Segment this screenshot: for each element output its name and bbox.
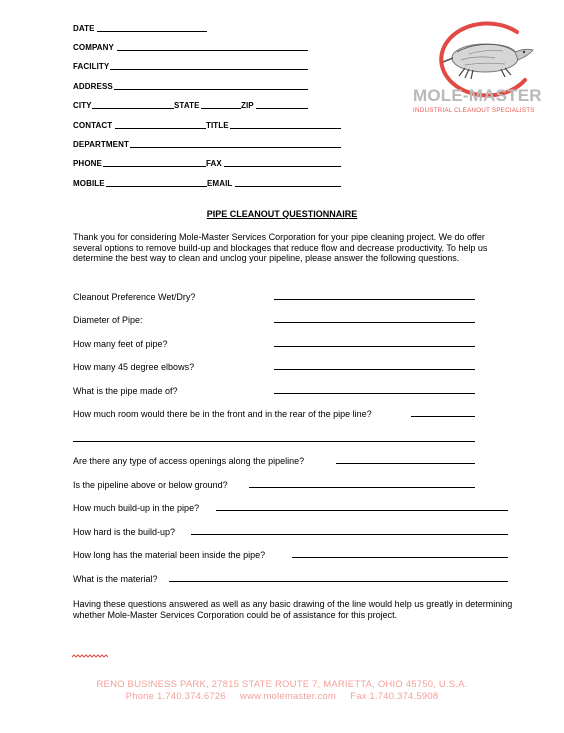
fax-field[interactable] bbox=[224, 166, 341, 167]
answer-field[interactable] bbox=[336, 463, 475, 464]
company-field[interactable] bbox=[117, 50, 308, 51]
question-label: How many 45 degree elbows? bbox=[73, 362, 195, 372]
email-field[interactable] bbox=[235, 186, 341, 187]
department-label: DEPARTMENT bbox=[73, 140, 129, 149]
contact-label: CONTACT bbox=[73, 121, 113, 130]
page-title-text: PIPE CLEANOUT QUESTIONNAIRE bbox=[206, 209, 358, 219]
answer-field[interactable] bbox=[216, 510, 508, 511]
answer-field[interactable] bbox=[274, 393, 475, 394]
fax-label: FAX bbox=[206, 159, 222, 168]
address-label: ADDRESS bbox=[73, 82, 113, 91]
question-label: Diameter of Pipe: bbox=[73, 315, 143, 325]
page-title bbox=[0, 209, 564, 219]
answer-field[interactable] bbox=[292, 557, 508, 558]
answer-field[interactable] bbox=[274, 299, 475, 300]
city-field[interactable] bbox=[92, 108, 174, 109]
question-label: Is the pipeline above or below ground? bbox=[73, 480, 228, 490]
question-label: How many feet of pipe? bbox=[73, 339, 168, 349]
date-label: DATE bbox=[73, 24, 95, 33]
question-label: What is the material? bbox=[73, 574, 158, 584]
company-logo bbox=[405, 18, 550, 120]
answer-field[interactable] bbox=[169, 581, 508, 582]
squiggle-mark-icon bbox=[72, 654, 108, 660]
intro-paragraph: Thank you for considering Mole-Master Services Corporation for your pipe cleaning project. We do offer several options to remove build-up and blockages that reduce flow and decrease productivity. To help us determine the best way to clean and unclog your pipeline, please answer the following questions. bbox=[73, 232, 488, 264]
state-field[interactable] bbox=[201, 108, 241, 109]
mobile-field[interactable] bbox=[106, 186, 207, 187]
question-label: How much build-up in the pipe? bbox=[73, 503, 200, 513]
phone-label: PHONE bbox=[73, 159, 102, 168]
closing-paragraph: Having these questions answered as well as any basic drawing of the line would help us greatly in determining whether Mole-Master Services Corporation could be of assistance for this project. bbox=[73, 599, 513, 620]
answer-field[interactable] bbox=[274, 369, 475, 370]
question-label: Are there any type of access openings along the pipeline? bbox=[73, 456, 305, 466]
city-label: CITY bbox=[73, 101, 92, 110]
zip-field[interactable] bbox=[256, 108, 308, 109]
state-label: STATE bbox=[174, 101, 200, 110]
answer-field[interactable] bbox=[249, 487, 475, 488]
phone-field[interactable] bbox=[103, 166, 206, 167]
facility-label: FACILITY bbox=[73, 62, 110, 71]
address-field[interactable] bbox=[114, 89, 308, 90]
logo-tagline: INDUSTRIAL CLEANOUT SPECIALISTS bbox=[413, 107, 535, 114]
footer-address: RENO BUSINESS PARK, 27815 STATE ROUTE 7, MARIETTA, OHIO 45750, U.S.A. bbox=[96, 679, 468, 690]
question-label: How much room would there be in the front and in the rear of the pipe line? bbox=[73, 409, 372, 419]
question-label: How long has the material been inside the pipe? bbox=[73, 550, 266, 560]
answer-field[interactable] bbox=[411, 416, 475, 417]
logo-wordmark: MOLE-MASTER bbox=[413, 86, 542, 105]
title-field[interactable] bbox=[230, 128, 341, 129]
answer-field[interactable] bbox=[274, 322, 475, 323]
facility-field[interactable] bbox=[110, 69, 308, 70]
answer-field[interactable] bbox=[191, 534, 508, 535]
contact-field[interactable] bbox=[115, 128, 206, 129]
question-label: How hard is the build-up? bbox=[73, 527, 176, 537]
mobile-label: MOBILE bbox=[73, 179, 105, 188]
company-label: COMPANY bbox=[73, 43, 114, 52]
footer-contact: Phone 1.740.374.6726 www.molemaster.com Fax 1.740.374.5908 bbox=[125, 691, 439, 702]
answer-field[interactable] bbox=[274, 346, 475, 347]
question-label: What is the pipe made of? bbox=[73, 386, 178, 396]
zip-label: ZIP bbox=[241, 101, 254, 110]
email-label: EMAIL bbox=[207, 179, 233, 188]
date-field[interactable] bbox=[97, 31, 207, 32]
answer-field[interactable] bbox=[73, 441, 475, 442]
question-label: Cleanout Preference Wet/Dry? bbox=[73, 292, 196, 302]
title-label: TITLE bbox=[206, 121, 229, 130]
department-field[interactable] bbox=[130, 147, 341, 148]
